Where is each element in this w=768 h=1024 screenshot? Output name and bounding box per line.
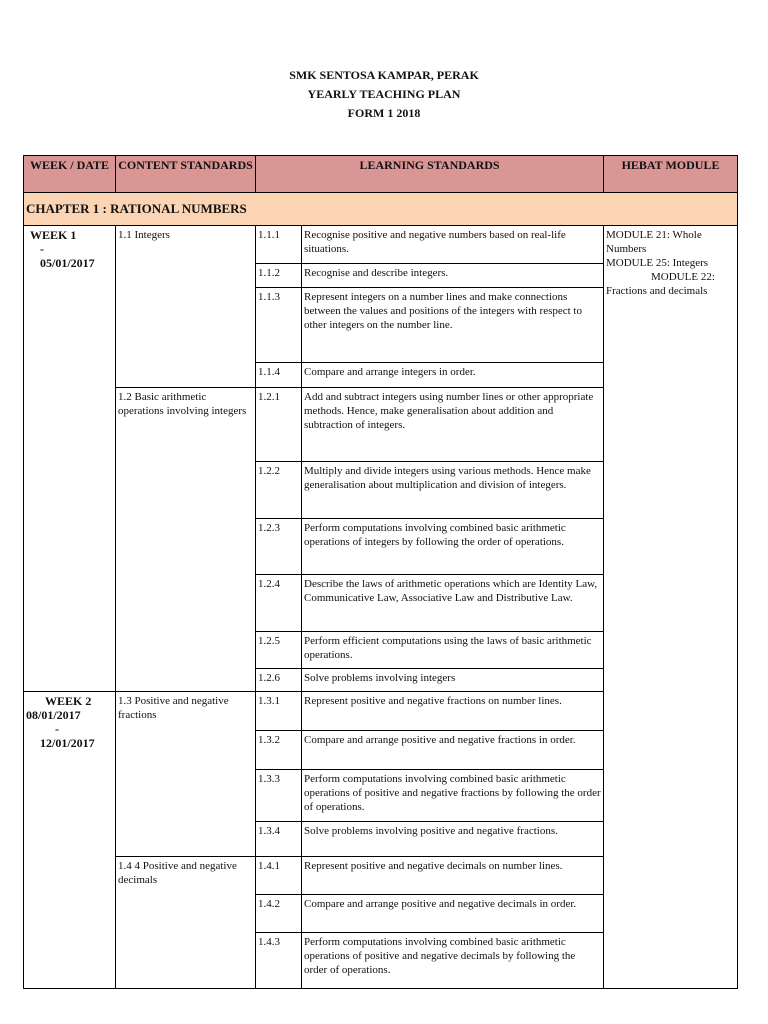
standard-code: 1.2.4 xyxy=(256,575,302,632)
standard-text: Perform efficient computations using the laws of basic arithmetic operations. xyxy=(302,632,604,669)
standard-code: 1.2.2 xyxy=(256,462,302,519)
content-standard: 1.4 4 Positive and negative decimals xyxy=(116,857,256,989)
standard-text: Recognise positive and negative numbers based on real-life situations. xyxy=(302,226,604,264)
week-label: WEEK 1 xyxy=(30,228,77,242)
standard-text: Multiply and divide integers using various methods. Hence make generalisation about multiplication and division of integers. xyxy=(302,462,604,519)
form-year: FORM 1 2018 xyxy=(347,106,421,120)
standard-code: 1.2.1 xyxy=(256,388,302,462)
standard-text: Represent positive and negative decimals on number lines. xyxy=(302,857,604,895)
week-date: 12/01/2017 xyxy=(40,736,95,750)
standard-code: 1.3.3 xyxy=(256,770,302,822)
standard-code: 1.3.1 xyxy=(256,692,302,731)
standard-text: Represent integers on a number lines and make connections between the values and positions of the integers with respect to other integers on the number line. xyxy=(302,288,604,363)
standard-code: 1.4.2 xyxy=(256,895,302,933)
content-standard: 1.3 Positive and negative fractions xyxy=(116,692,256,857)
document-title: YEARLY TEACHING PLAN xyxy=(307,87,461,101)
standard-code: 1.1.1 xyxy=(256,226,302,264)
standard-text: Compare and arrange positive and negative fractions in order. xyxy=(302,731,604,770)
hebat-module-22-topic: Fractions and decimals xyxy=(606,285,708,297)
chapter-title: CHAPTER 1 : RATIONAL NUMBERS xyxy=(24,193,738,226)
standard-code: 1.1.3 xyxy=(256,288,302,363)
chapter-row xyxy=(24,193,738,226)
content-standard: 1.2 Basic arithmetic operations involving integers xyxy=(116,388,256,692)
col-content-standards: CONTENT STANDARDS xyxy=(116,156,256,193)
week-start-date: 08/01/2017 xyxy=(26,708,81,722)
date-separator: - xyxy=(40,242,44,256)
standard-text: Recognise and describe integers. xyxy=(302,264,604,288)
standard-code: 1.3.4 xyxy=(256,822,302,857)
standard-code: 1.1.2 xyxy=(256,264,302,288)
hebat-module-25: MODULE 25: Integers xyxy=(606,257,709,269)
standard-code: 1.2.5 xyxy=(256,632,302,669)
col-learning-standards: LEARNING STANDARDS xyxy=(256,156,604,193)
standard-text: Solve problems involving positive and negative fractions. xyxy=(302,822,604,857)
standard-text: Add and subtract integers using number lines or other appropriate methods. Hence, make generalisation about addition and subtraction of integers. xyxy=(302,388,604,462)
standard-code: 1.3.2 xyxy=(256,731,302,770)
standard-code: 1.4.3 xyxy=(256,933,302,989)
standard-text: Compare and arrange positive and negative decimals in order. xyxy=(302,895,604,933)
date-separator: - xyxy=(55,722,59,736)
teaching-plan-table xyxy=(23,155,738,989)
standard-code: 1.2.6 xyxy=(256,669,302,692)
standard-text: Perform computations involving combined basic arithmetic operations of positive and negative fractions by following the order of operations. xyxy=(302,770,604,822)
standard-text: Represent positive and negative fractions on number lines. xyxy=(302,692,604,731)
standard-code: 1.4.1 xyxy=(256,857,302,895)
school-name: SMK SENTOSA KAMPAR, PERAK xyxy=(289,68,479,82)
standard-text: Solve problems involving integers xyxy=(302,669,604,692)
hebat-module-cell xyxy=(604,226,738,989)
week-cell xyxy=(24,692,116,989)
hebat-module-22: MODULE 22: xyxy=(651,271,715,283)
week-cell xyxy=(24,226,116,692)
col-hebat-module: HEBAT MODULE xyxy=(604,156,738,193)
table-row xyxy=(24,226,738,264)
col-week-date: WEEK / DATE xyxy=(24,156,116,193)
standard-code: 1.2.3 xyxy=(256,519,302,575)
standard-text: Perform computations involving combined basic arithmetic operations of positive and negative decimals by following the order of operations. xyxy=(302,933,604,989)
table-header-row xyxy=(24,156,738,193)
standard-code: 1.1.4 xyxy=(256,363,302,388)
content-standard: 1.1 Integers xyxy=(116,226,256,388)
standard-text: Describe the laws of arithmetic operations which are Identity Law, Communicative Law, Associative Law and Distributive Law. xyxy=(302,575,604,632)
hebat-module-21: MODULE 21: Whole Numbers xyxy=(606,229,702,255)
page-header xyxy=(0,66,768,123)
standard-text: Perform computations involving combined basic arithmetic operations of integers by following the order of operations. xyxy=(302,519,604,575)
week-label: WEEK 2 xyxy=(45,694,92,708)
standard-text: Compare and arrange integers in order. xyxy=(302,363,604,388)
week-date: 05/01/2017 xyxy=(40,256,95,270)
